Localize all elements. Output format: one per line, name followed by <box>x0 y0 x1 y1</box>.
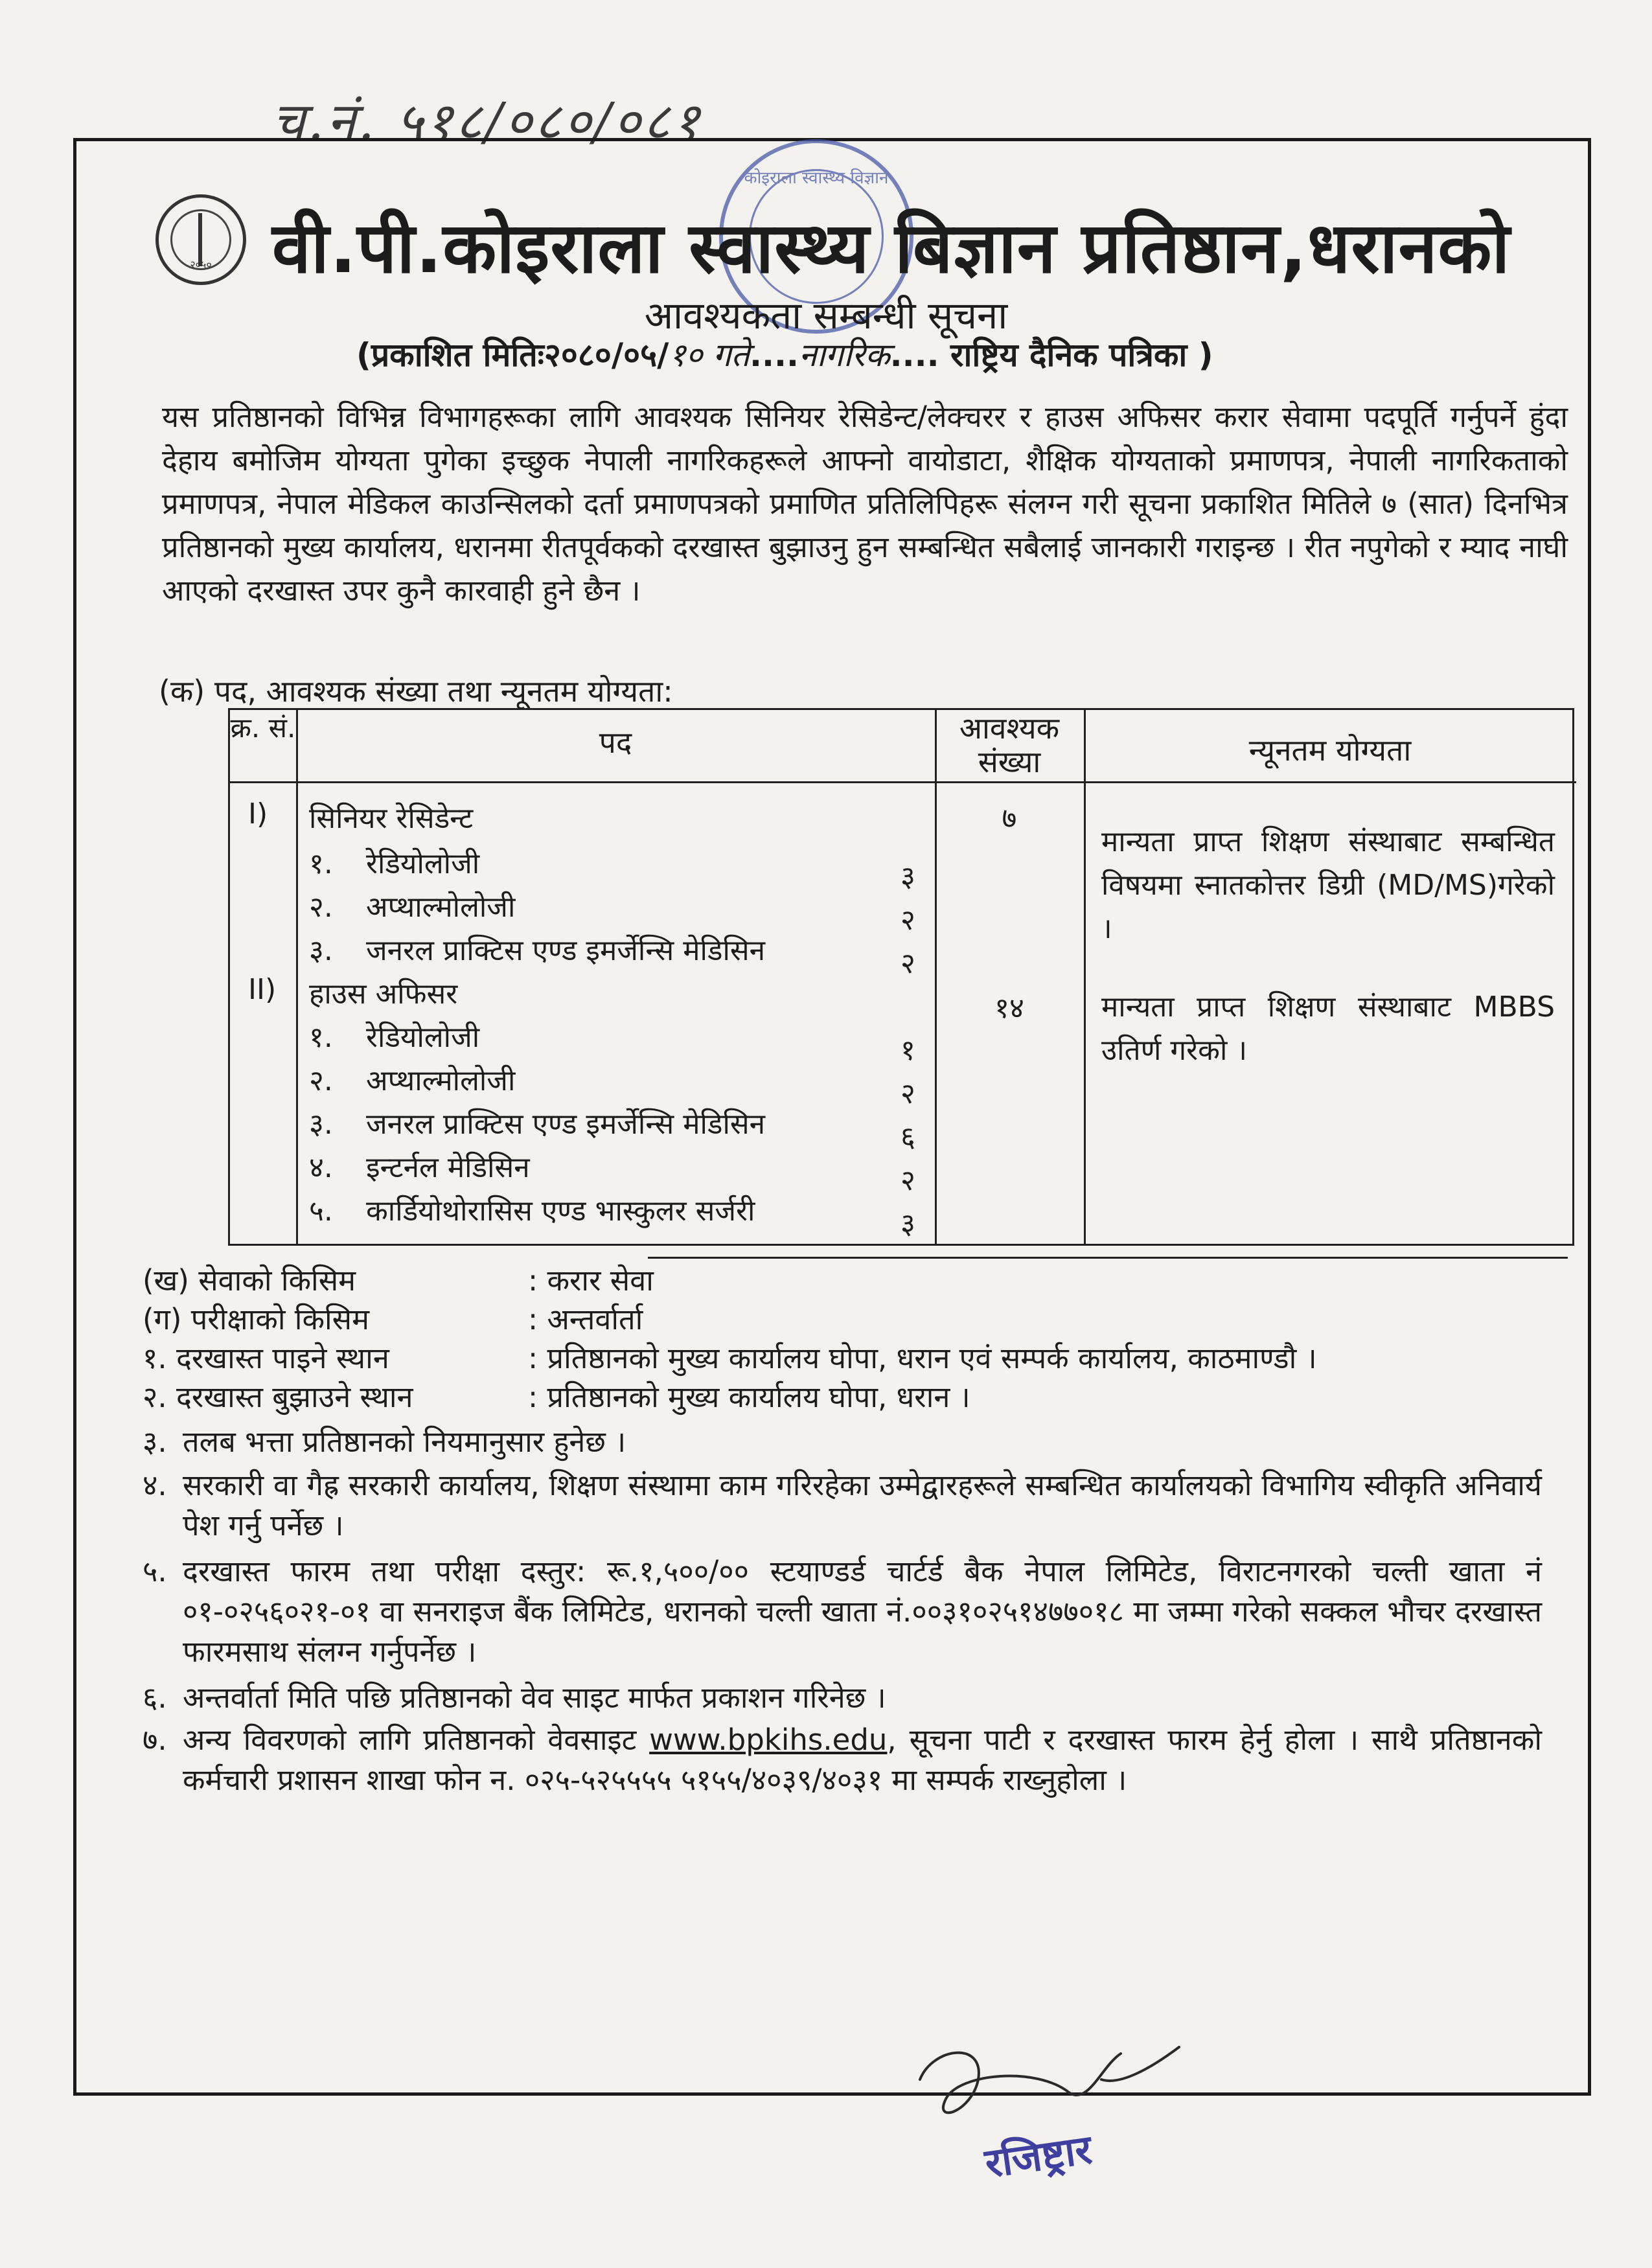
note-text: तलब भत्ता प्रतिष्ठानको नियमानुसार हुनेछ । <box>183 1425 626 1459</box>
field-label: १. दरखास्त पाइने स्थान <box>143 1341 389 1375</box>
col-divider <box>1084 710 1086 1244</box>
field-label: (ग) परीक्षाको किसिम <box>143 1302 370 1336</box>
field-label: (ख) सेवाको किसिम <box>143 1263 356 1298</box>
published-suffix: राष्ट्रिय दैनिक पत्रिका ) <box>950 336 1213 374</box>
note-item <box>143 1552 1542 1672</box>
header-divider <box>1084 781 1576 783</box>
item-name: जनरल प्राक्टिस एण्ड इमर्जेन्सि मेडिसिन <box>366 1108 766 1141</box>
item-count: ३ <box>901 1208 915 1241</box>
note7-before: अन्य विवरणको लागि प्रतिष्ठानको वेवसाइट <box>183 1723 650 1757</box>
note-item <box>143 1720 1542 1800</box>
notice-subtitle: आवश्यकता सम्बन्धी सूचना <box>644 293 1008 338</box>
item-count: २ <box>901 947 915 980</box>
group-title: सिनियर रेसिडेन्ट <box>309 802 474 835</box>
note-item <box>143 1422 1542 1462</box>
signature-stroke <box>920 2047 1179 2113</box>
item-count: २ <box>901 904 915 937</box>
published-newspaper: नागरिक <box>798 336 890 374</box>
note-number: ४. <box>143 1468 167 1502</box>
published-date: १० गते <box>669 336 750 374</box>
group-sn: II) <box>248 973 277 1006</box>
header-count: आवश्यक संख्या <box>959 711 1060 779</box>
item-count: २ <box>901 1077 915 1110</box>
note-number: ५. <box>143 1554 167 1588</box>
posts-table <box>228 708 1574 1246</box>
table-bottom-rule <box>648 1257 1568 1259</box>
note-number: ३. <box>143 1425 167 1459</box>
header-sn: क्र. सं. <box>230 712 296 744</box>
published-prefix: (प्रकाशित मितिः२०८०/०५/ <box>356 336 669 374</box>
item-name: रेडियोलोजी <box>366 847 480 880</box>
field-value: : प्रतिष्ठानको मुख्य कार्यालय घोपा, धरान एवं सम्पर्क कार्यालय, काठमाण्डौ । <box>528 1341 1317 1375</box>
page-title: वी.पी.कोइराला स्वास्थ्य बिज्ञान प्रतिष्ठान,धरानको <box>272 208 1511 289</box>
note-number: ६. <box>143 1680 167 1715</box>
note7-after: , सूचना पाटी र दरखास्त फारम हेर्नु होला । साथै प्रतिष्ठानको कर्मचारी प्रशासन शाखा फोन न. ०२५-५२५५५५ ५१५५/४०३९/४०३१ मा सम्पर्क राख्नुहोला । <box>183 1723 1542 1797</box>
item-no: ३. <box>309 1108 333 1141</box>
group-title: हाउस अफिसर <box>309 978 458 1011</box>
field-label: २. दरखास्त बुझाउने स्थान <box>143 1380 413 1414</box>
group-total: १४ <box>994 992 1024 1025</box>
note-text <box>183 1720 1542 1800</box>
field-value: : अन्तर्वार्ता <box>528 1302 643 1336</box>
website-link[interactable]: www.bpkihs.edu <box>649 1723 888 1757</box>
header-qualification: न्यूनतम योग्यता <box>1248 733 1412 768</box>
institute-logo-icon <box>155 194 246 285</box>
col-divider <box>296 710 298 1244</box>
header-post: पद <box>599 725 632 760</box>
group-qualification: मान्यता प्राप्त शिक्षण संस्थाबाट सम्बन्धित विषयमा स्नातकोत्तर डिग्री (MD/MS)गरेको । <box>1101 825 1555 945</box>
note-number: ७. <box>143 1723 167 1757</box>
registrar-stamp: रजिष्ट्रार <box>981 2125 1095 2188</box>
field-value: : करार सेवा <box>528 1263 654 1298</box>
group-total: ७ <box>1002 802 1017 835</box>
header-divider <box>230 781 1084 783</box>
note-text: दरखास्त फारम तथा परीक्षा दस्तुर: रू.१,५००/०० स्टयाण्डर्ड चार्टर्ड बैक नेपाल लिमिटेड, विराटनगरको चल्ती खाता नं ०१-०२५६०२१-०१ वा सनराइज बैंक लिमिटेड, धरानको चल्ती खाता नं.००३१०२५१४७७०१८ मा जम्मा गरेको सक्कल भौचर दरखास्त फारमसाथ संलग्न गर्नुपर्नेछ । <box>183 1554 1542 1669</box>
item-no: २. <box>309 1064 333 1097</box>
item-no: ३. <box>309 934 333 967</box>
item-name: जनरल प्राक्टिस एण्ड इमर्जेन्सि मेडिसिन <box>366 934 766 967</box>
dispatch-number: च.नं. ५१८/०८०/०८१ <box>272 91 702 152</box>
item-count: ३ <box>901 860 915 893</box>
section-ka-heading: (क) पद, आवश्यक संख्या तथा न्यूनतम योग्यता: <box>159 674 673 709</box>
group-qualification: मान्यता प्राप्त शिक्षण संस्थाबाट MBBS उतिर्ण गरेको । <box>1101 991 1555 1067</box>
item-no: ५. <box>309 1195 333 1228</box>
item-no: १. <box>309 1021 333 1054</box>
col-divider <box>935 710 937 1244</box>
field-value: : प्रतिष्ठानको मुख्य कार्यालय घोपा, धरान । <box>528 1380 970 1414</box>
item-no: ४. <box>309 1151 333 1184</box>
item-name: अप्थाल्मोलोजी <box>366 1064 516 1097</box>
publication-line: (प्रकाशित मितिः२०८०/०५/१० गते....नागरिक.... राष्ट्रिय दैनिक पत्रिका ) <box>356 336 1213 374</box>
item-name: कार्डियोथोरासिस एण्ड भास्कुलर सर्जरी <box>366 1195 755 1228</box>
note-text: अन्तर्वार्ता मिति पछि प्रतिष्ठानको वेव साइट मार्फत प्रकाशन गरिनेछ । <box>183 1680 886 1715</box>
note-item <box>143 1465 1542 1546</box>
item-name: इन्टर्नल मेडिसिन <box>366 1151 530 1184</box>
group-sn: I) <box>248 797 268 830</box>
item-count: २ <box>901 1164 915 1197</box>
item-no: १. <box>309 847 333 880</box>
item-name: रेडियोलोजी <box>366 1021 480 1054</box>
signature <box>907 2041 1199 2131</box>
stamp-text: कोइराला स्वास्थ्य विज्ञान <box>744 168 889 188</box>
note-item <box>143 1678 1542 1718</box>
item-count: १ <box>901 1034 915 1067</box>
note-text: सरकारी वा गैह्र सरकारी कार्यालय, शिक्षण संस्थामा काम गरिरहेका उम्मेद्वारहरूले सम्बन्धित कार्यालयको विभागिय स्वीकृति अनिवार्य पेश गर्नु पर्नेछ । <box>183 1468 1542 1542</box>
item-count: ६ <box>901 1121 915 1154</box>
item-name: अप्थाल्मोलोजी <box>366 891 516 924</box>
intro-paragraph: यस प्रतिष्ठानको विभिन्न विभागहरूका लागि आवश्यक सिनियर रेसिडेन्ट/लेक्चरर र हाउस अफिसर करार सेवामा पदपूर्ति गर्नुपर्ने हुंदा देहाय बमोजिम योग्यता पुगेका इच्छुक नेपाली नागरिकहरूले आफ्नो वायोडाटा, शैक्षिक योग्यताको प्रमाणपत्र, नेपाली नागरिकताको प्रमाणपत्र, नेपाल मेडिकल काउन्सिलको दर्ता प्रमाणपत्रको प्रमाणित प्रतिलिपिहरू संलग्न गरी सूचना प्रकाशित मितिले ७ (सात) दिनभित्र प्रतिष्ठानको मुख्य कार्यालय, धरानमा रीतपूर्वकको दरखास्त बुझाउनु हुन सम्बन्धित सबैलाई जानकारी गराइन्छ । रीत नपुगेको र म्याद नाघी आएको दरखास्त उपर कुनै कारवाही हुने छैन । <box>162 400 1568 608</box>
logo-year: २०५० <box>190 258 212 271</box>
item-no: २. <box>309 891 333 924</box>
